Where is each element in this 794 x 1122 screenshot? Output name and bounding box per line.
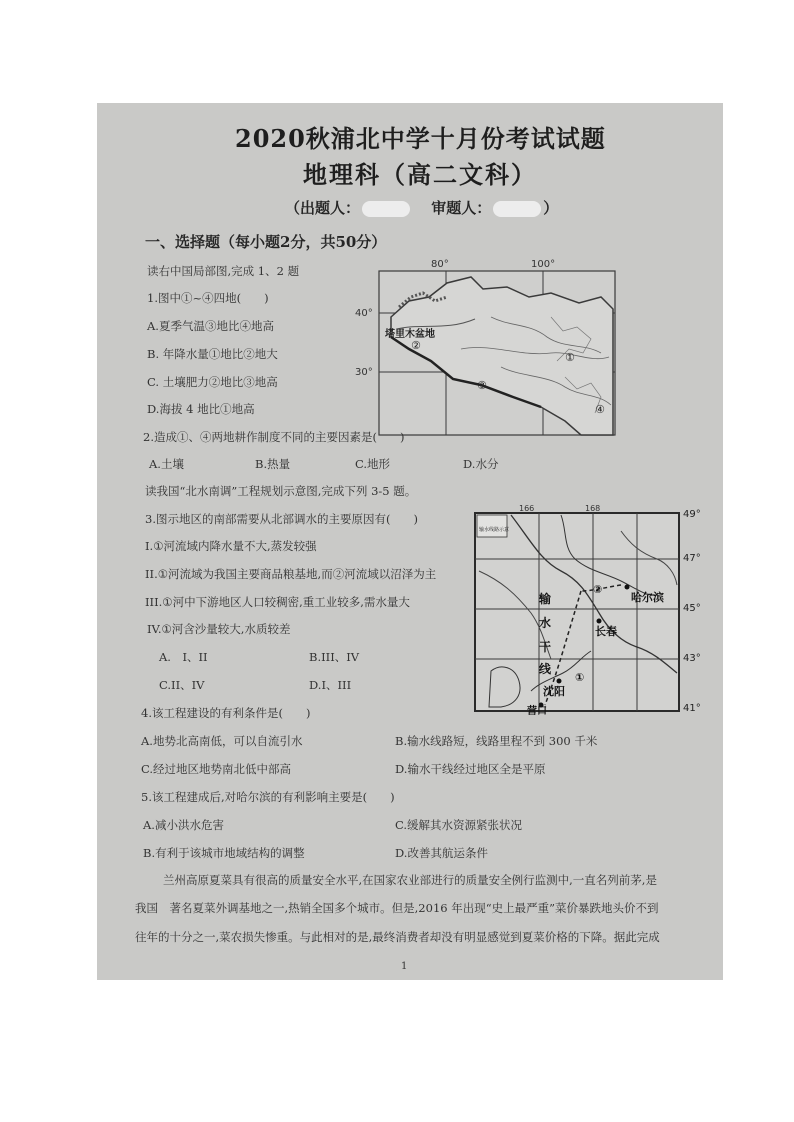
- map1-lat-40: 40°: [355, 308, 373, 319]
- question-3-statement-1: I.①河流域内降水量不大,蒸发较强: [145, 539, 317, 553]
- map1-marker-3: ③: [477, 379, 487, 392]
- shenyang-label: 沈阳: [543, 685, 565, 698]
- question-2-option-c: C.地形: [355, 457, 391, 471]
- changchun-label: 长春: [595, 625, 617, 638]
- question-5-option-c: C.缓解其水资源紧张状况: [395, 818, 523, 832]
- map1-marker-2: ②: [411, 339, 421, 352]
- question-5-option-d: D.改善其航运条件: [395, 846, 488, 860]
- map2-lat-49: 49°: [683, 509, 701, 520]
- question-4-option-c: C.经过地区地势南北低中部高: [141, 762, 292, 776]
- question-4-option-b: B.输水线路短，线路里程不到 300 千米: [395, 734, 598, 748]
- question-5-option-a: A.减小洪水危害: [143, 818, 224, 832]
- map2-marker-2: ②: [593, 583, 603, 596]
- question-3-option-a: A. I、II: [159, 650, 208, 664]
- setter-label: （出题人：: [285, 199, 361, 217]
- exam-paper: [97, 103, 723, 980]
- question-3-option-d: D.I、III: [309, 678, 352, 692]
- authors-line: [285, 197, 558, 218]
- reviewer-label: 审题人：: [431, 199, 492, 217]
- yingkou-label: 营口: [527, 706, 547, 715]
- passage-line-2: 我国 著名夏菜外调基地之一,热销全国多个城市。但是,2016 年出现“史上最严重”菜价暴跌地头价不到: [135, 901, 659, 915]
- map2-lon-168: 168: [585, 504, 601, 513]
- exam-title: 2020秋浦北中学十月份考试试题: [235, 124, 606, 153]
- redacted-name: [362, 201, 410, 217]
- question-3-statement-3: III.①河中下游地区人口较稠密,重工业较多,需水量大: [145, 595, 410, 609]
- map1-lat-30: 30°: [355, 367, 373, 378]
- section-heading: 一、选择题（每小题2分，共50分）: [145, 233, 387, 251]
- question-5-option-b: B.有利于该城市地域结构的调整: [143, 846, 305, 860]
- question-2-option-a: A.土壤: [149, 457, 184, 471]
- harbin-label: 哈尔滨: [631, 591, 664, 604]
- changchun-dot: [597, 619, 602, 624]
- authors-close: ）: [543, 199, 559, 217]
- question-3-option-b: B.III、IV: [309, 650, 360, 664]
- question-2-option-b: B.热量: [255, 457, 291, 471]
- question-1-stem: 1.图中①~④四地( ): [147, 291, 269, 305]
- map1-lon-100: 100°: [531, 259, 556, 270]
- question-1-option-a: A.夏季气温③地比④地高: [147, 319, 274, 333]
- passage-line-1: 兰州高原夏菜具有很高的质量安全水平,在国家农业部进行的质量安全例行监测中,一直名列前茅,是: [163, 873, 657, 887]
- redacted-name: [493, 201, 541, 217]
- question-3-statement-2: II.①河流域为我国主要商品粮基地,而②河流域以沼泽为主: [145, 567, 437, 581]
- question-4-option-d: D.输水干线经过地区全是平原: [395, 762, 546, 776]
- map2-lat-47: 47°: [683, 553, 701, 564]
- question-1-option-d: D.海拔 4 地比①地高: [147, 402, 255, 416]
- map2-lat-41: 41°: [683, 703, 701, 714]
- water-diversion-map: [471, 501, 711, 715]
- map1-lon-80: 80°: [431, 259, 449, 270]
- passage-line-3: 往年的十分之一,菜农损失惨重。与此相对的是,最终消费者却没有明显感觉到夏菜价格的下降。据此完成: [135, 930, 660, 944]
- question-4-option-a: A.地势北高南低，可以自流引水: [141, 734, 303, 748]
- map2-lon-166: 166: [519, 504, 535, 513]
- question-3-stem: 3.图示地区的南部需要从北部调水的主要原因有( ): [145, 512, 418, 526]
- canal-char-3: 干: [539, 640, 552, 654]
- china-partial-map: [351, 257, 627, 437]
- map2-lat-43: 43°: [683, 653, 701, 664]
- map2-marker-1: ①: [575, 671, 585, 684]
- intro-text-2: 读我国“北水南调”工程规划示意图,完成下列 3-5 题。: [145, 484, 417, 498]
- map1-marker-4: ④: [595, 403, 605, 416]
- shenyang-dot: [557, 679, 562, 684]
- question-2-option-d: D.水分: [463, 457, 499, 471]
- question-5-stem: 5.该工程建成后,对哈尔滨的有利影响主要是( ): [141, 790, 395, 804]
- intro-text: 读右中国局部图,完成 1、2 题: [147, 264, 300, 278]
- map1-tarim-basin-label: 塔里木盆地: [385, 329, 435, 340]
- question-1-option-c: C. 土壤肥力②地比③地高: [147, 375, 278, 389]
- question-1-option-b: B. 年降水量①地比②地大: [147, 347, 278, 361]
- question-4-stem: 4.该工程建设的有利条件是( ): [141, 706, 311, 720]
- page-number: 1: [401, 961, 408, 972]
- canal-char-4: 线: [539, 662, 552, 676]
- map2-lat-45: 45°: [683, 603, 701, 614]
- exam-subtitle: 地理科（高二文科）: [303, 160, 537, 189]
- question-2-stem: 2.造成①、④两地耕作制度不同的主要因素是( ): [143, 430, 405, 444]
- harbin-dot: [625, 585, 630, 590]
- question-3-statement-4: IV.①河含沙量较大,水质较差: [147, 622, 291, 636]
- canal-char-2: 水: [539, 616, 552, 630]
- map2-legend: 输水线路示意: [479, 527, 510, 533]
- map1-marker-1: ①: [565, 351, 575, 364]
- canal-char-1: 输: [539, 592, 552, 606]
- question-3-option-c: C.II、IV: [159, 678, 205, 692]
